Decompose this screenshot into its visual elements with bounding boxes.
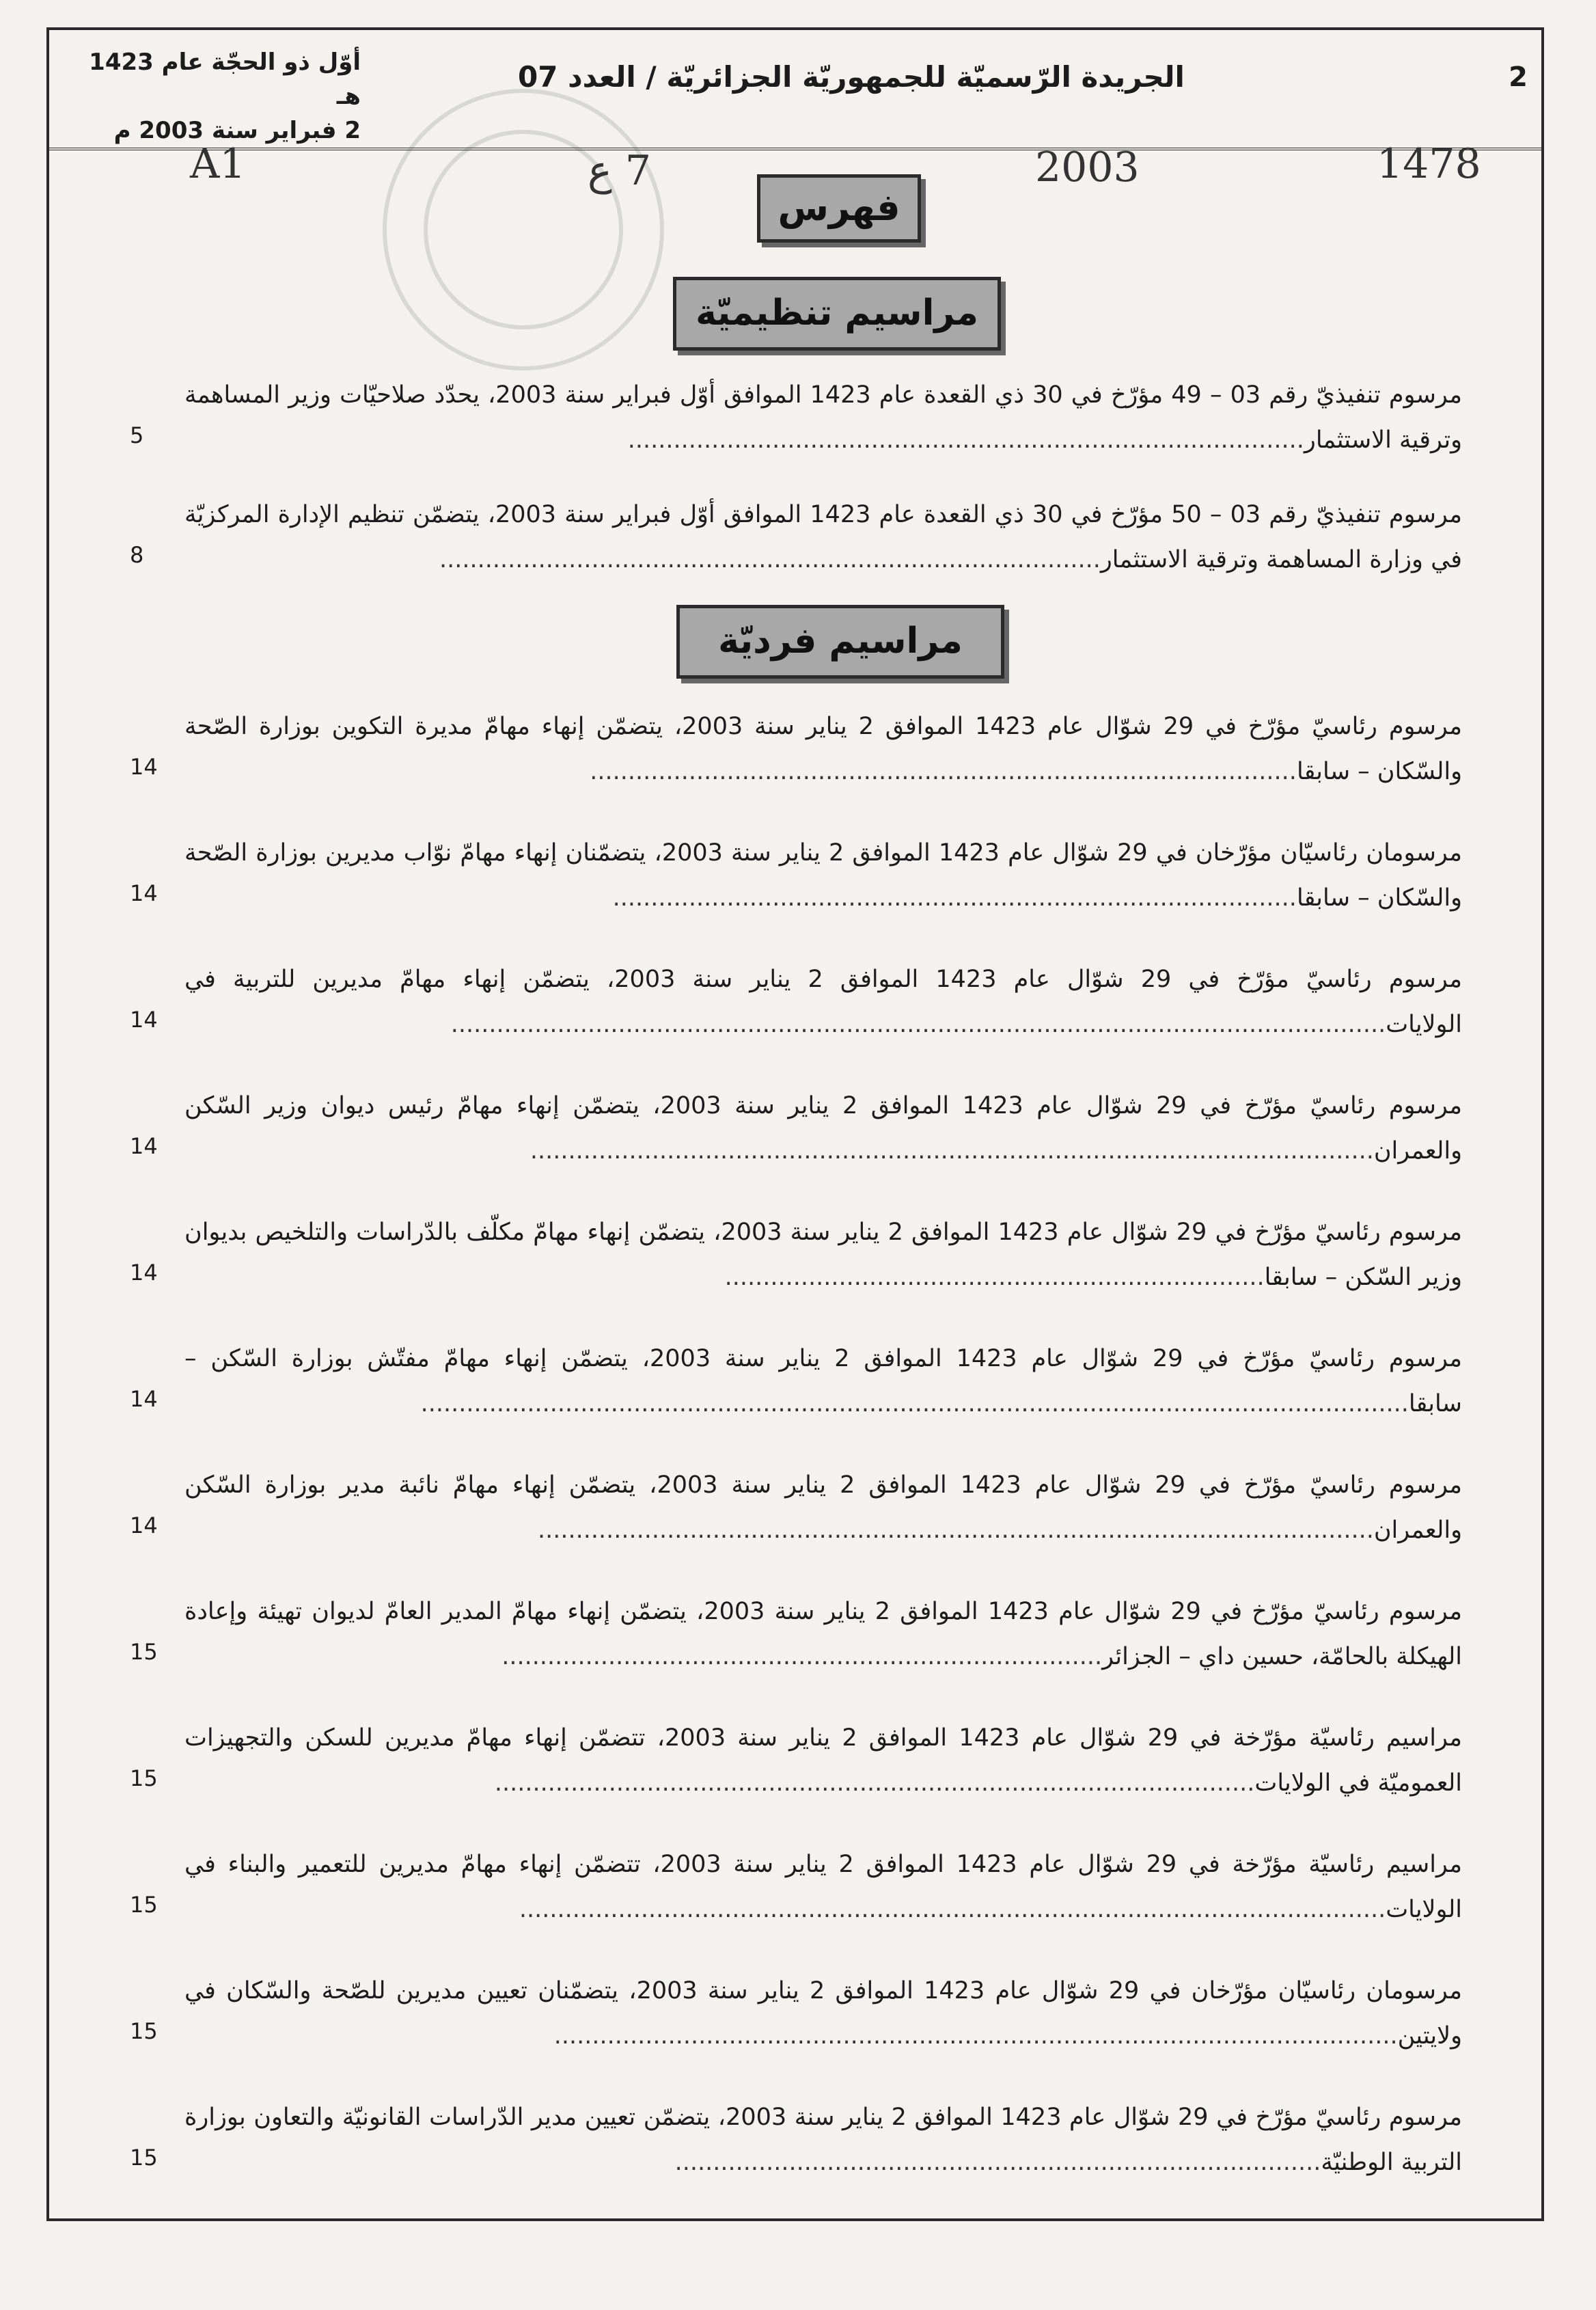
toc-entry-title: مراسيم رئاسيّة مؤرّخة في 29 شوّال عام 1423 الموافق 2 يناير سنة 2003، تتضمّن إنهاء مهامّ مديرين للتعمير والبناء في الولايات — [184, 1851, 1462, 1923]
toc-entry-page: 14 — [130, 1260, 158, 1286]
toc-entry-page: 15 — [130, 1892, 158, 1918]
toc-entry-page: 14 — [130, 1007, 158, 1033]
toc-entry: مرسوم رئاسيّ مؤرّخ في 29 شوّال عام 1423 الموافق 2 يناير سنة 2003، يتضمّن تعيين مدير الدّراسات القانونيّة والتعاون بوزارة التربية الوطنيّة..................................................................................... — [184, 2104, 1463, 2176]
toc-entry-title: مرسوم رئاسيّ مؤرّخ في 29 شوّال عام 1423 الموافق 2 يناير سنة 2003، يتضمّن إنهاء مهامّ مديرة التكوين بوزارة الصّحة والسّكان – سابقا — [184, 713, 1462, 785]
toc-entry: مرسوم رئاسيّ مؤرّخ في 29 شوّال عام 1423 الموافق 2 يناير سنة 2003، يتضمّن إنهاء مهامّ المدير العامّ لديوان تهيئة وإعادة الهيكلة بالحامّة، حسين داي – الجزائر............................................................................... — [184, 1598, 1462, 1670]
toc-entry-title: مرسومان رئاسيّان مؤرّخان في 29 شوّال عام 1423 الموافق 2 يناير سنة 2003، يتضمّنان تعيين مديرين للصّحة والسّكان في ولايتين — [184, 1977, 1462, 2050]
issue-date — [74, 45, 361, 148]
journal-title: الجريدة الرّسميّة للجمهوريّة الجزائريّة / العدد 07 — [518, 60, 1185, 94]
section-title: مراسيم فرديّة — [718, 621, 963, 662]
toc-entry: مرسوم رئاسيّ مؤرّخ في 29 شوّال عام 1423 الموافق 2 يناير سنة 2003، يتضمّن إنهاء مهامّ رئيس ديوان وزير السّكن والعمران............................................................................................................... — [184, 1092, 1462, 1165]
section-title-box — [676, 605, 1004, 679]
toc-entry: مرسومان رئاسيّان مؤرّخان في 29 شوّال عام 1423 الموافق 2 يناير سنة 2003، يتضمّنان إنهاء مهامّ نوّاب مديرين بوزارة الصّحة والسّكان – سابقا.......................................................................................... — [184, 839, 1462, 912]
index-title: فهرس — [778, 186, 900, 229]
toc-entry: مرسوم رئاسيّ مؤرّخ في 29 شوّال عام 1423 الموافق 2 يناير سنة 2003، يتضمّن إنهاء مهامّ مكلّف بالدّراسات والتلخيص بديوان وزير السّكن – سابقا....................................................................... — [184, 1219, 1463, 1291]
toc-entry-title: مرسوم رئاسيّ مؤرّخ في 29 شوّال عام 1423 الموافق 2 يناير سنة 2003، يتضمّن إنهاء مهامّ نائبة مدير بوزارة السّكن والعمران — [184, 1471, 1462, 1544]
toc-entry-page: 15 — [130, 1765, 158, 1791]
toc-entry-title: مرسوم رئاسيّ مؤرّخ في 29 شوّال عام 1423 الموافق 2 يناير سنة 2003، يتضمّن إنهاء مهامّ مديرين للتربية في الولايات — [184, 966, 1462, 1038]
toc-entry-title: مرسوم رئاسيّ مؤرّخ في 29 شوّال عام 1423 الموافق 2 يناير سنة 2003، يتضمّن تعيين مدير الدّراسات القانونيّة والتعاون بوزارة التربية الوطنيّة — [184, 2104, 1463, 2176]
gregorian-date: 2 فبراير سنة 2003 م — [113, 117, 361, 144]
toc-entry: مراسيم رئاسيّة مؤرّخة في 29 شوّال عام 1423 الموافق 2 يناير سنة 2003، تتضمّن إنهاء مهامّ مديرين للتعمير والبناء في الولايات.................................................................................................................. — [184, 1851, 1462, 1923]
toc-entry: مرسوم رئاسيّ مؤرّخ في 29 شوّال عام 1423 الموافق 2 يناير سنة 2003، يتضمّن إنهاء مهامّ مديرين للتربية في الولايات........................................................................................................................... — [184, 966, 1462, 1038]
section-title: مراسيم تنظيميّة — [696, 293, 978, 334]
toc-entry-page: 15 — [130, 2018, 158, 2044]
toc-entry-page: 14 — [130, 754, 158, 780]
page-number: 2 — [1509, 62, 1528, 93]
hijri-date: أوّل ذو الحجّة عام 1423 هـ — [89, 49, 361, 110]
toc-entry-title: مرسوم رئاسيّ مؤرّخ في 29 شوّال عام 1423 الموافق 2 يناير سنة 2003، يتضمّن إنهاء مهامّ رئيس ديوان وزير السّكن والعمران — [184, 1092, 1462, 1165]
toc-entry-page: 14 — [130, 880, 158, 906]
toc-entry-page: 14 — [130, 1133, 158, 1159]
toc-entry-title: مرسوم رئاسيّ مؤرّخ في 29 شوّال عام 1423 الموافق 2 يناير سنة 2003، يتضمّن إنهاء مهامّ مكلّف بالدّراسات والتلخيص بديوان وزير السّكن – سابقا — [184, 1219, 1463, 1291]
handwritten-note: 7 ع — [588, 147, 652, 195]
toc-entry-title: مرسوم رئاسيّ مؤرّخ في 29 شوّال عام 1423 الموافق 2 يناير سنة 2003، يتضمّن إنهاء مهامّ مفتّش بوزارة السّكن – سابقا — [184, 1345, 1463, 1417]
section-title-box — [673, 277, 1001, 351]
toc-entry-page: 14 — [130, 1512, 158, 1538]
toc-entry-page: 8 — [130, 542, 144, 568]
toc-entry-title: مرسوم تنفيذيّ رقم 03 – 49 مؤرّخ في 30 ذي القعدة عام 1423 الموافق أوّل فبراير سنة 2003، يحدّد صلاحيّات وزير المساهمة وترقية الاستثمار — [184, 381, 1462, 454]
index-title-box — [757, 174, 921, 243]
toc-entry-title: مرسومان رئاسيّان مؤرّخان في 29 شوّال عام 1423 الموافق 2 يناير سنة 2003، يتضمّنان إنهاء مهامّ نوّاب مديرين بوزارة الصّحة والسّكان – سابقا — [184, 839, 1462, 912]
toc-entry: مرسومان رئاسيّان مؤرّخان في 29 شوّال عام 1423 الموافق 2 يناير سنة 2003، يتضمّنان تعيين مديرين للصّحة والسّكان في ولايتين............................................................................................................... — [184, 1977, 1462, 2050]
toc-entry-page: 15 — [130, 1639, 158, 1665]
toc-entry: مرسوم رئاسيّ مؤرّخ في 29 شوّال عام 1423 الموافق 2 يناير سنة 2003، يتضمّن إنهاء مهامّ مديرة التكوين بوزارة الصّحة والسّكان – سابقا............................................................................................. — [184, 713, 1462, 785]
toc-entry: مرسوم رئاسيّ مؤرّخ في 29 شوّال عام 1423 الموافق 2 يناير سنة 2003، يتضمّن إنهاء مهامّ نائبة مدير بوزارة السّكن والعمران.............................................................................................................. — [184, 1471, 1462, 1544]
toc-entry: مرسوم تنفيذيّ رقم 03 – 49 مؤرّخ في 30 ذي القعدة عام 1423 الموافق أوّل فبراير سنة 2003، يحدّد صلاحيّات وزير المساهمة وترقية الاستثمار......................................................................................... — [184, 381, 1462, 454]
toc-entry: مرسوم رئاسيّ مؤرّخ في 29 شوّال عام 1423 الموافق 2 يناير سنة 2003، يتضمّن إنهاء مهامّ مفتّش بوزارة السّكن – سابقا.................................................................................................................................. — [184, 1345, 1463, 1417]
handwritten-note: 2003 — [1035, 144, 1140, 191]
page-header — [46, 27, 1544, 150]
toc-entry-title: مرسوم تنفيذيّ رقم 03 – 50 مؤرّخ في 30 ذي القعدة عام 1423 الموافق أوّل فبراير سنة 2003، يتضمّن تنظيم الإدارة المركزيّة في وزارة المساهمة وترقية الاستثمار — [184, 501, 1462, 573]
toc-entry: مراسيم رئاسيّة مؤرّخة في 29 شوّال عام 1423 الموافق 2 يناير سنة 2003، تتضمّن إنهاء مهامّ مديرين للسكن والتجهيزات العموميّة في الولايات.................................................................................................... — [184, 1724, 1463, 1797]
toc-entry-page: 14 — [130, 1386, 158, 1412]
toc-entry: مرسوم تنفيذيّ رقم 03 – 50 مؤرّخ في 30 ذي القعدة عام 1423 الموافق أوّل فبراير سنة 2003، يتضمّن تنظيم الإدارة المركزيّة في وزارة المساهمة وترقية الاستثمار....................................................................................... — [184, 501, 1462, 573]
toc-entry-title: مرسوم رئاسيّ مؤرّخ في 29 شوّال عام 1423 الموافق 2 يناير سنة 2003، يتضمّن إنهاء مهامّ المدير العامّ لديوان تهيئة وإعادة الهيكلة بالحامّة، حسين داي – الجزائر — [184, 1598, 1462, 1670]
toc-entry-title: مراسيم رئاسيّة مؤرّخة في 29 شوّال عام 1423 الموافق 2 يناير سنة 2003، تتضمّن إنهاء مهامّ مديرين للسكن والتجهيزات العموميّة في الولايات — [184, 1724, 1463, 1797]
toc-entry-page: 15 — [130, 2145, 158, 2171]
handwritten-note: 1478 — [1377, 140, 1481, 188]
toc-entry-page: 5 — [130, 422, 144, 448]
handwritten-note: A1 — [190, 140, 246, 188]
